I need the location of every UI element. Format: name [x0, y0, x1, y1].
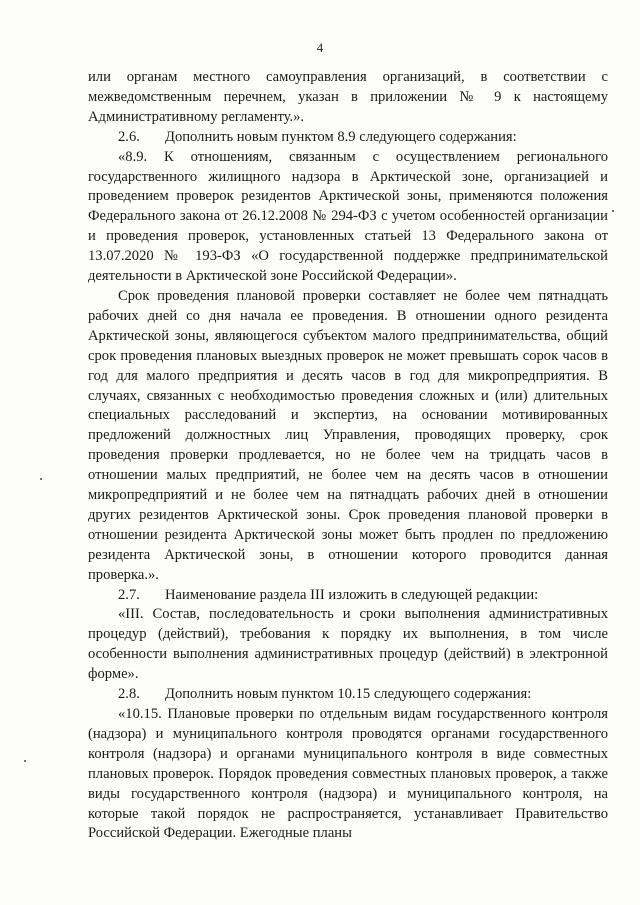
scan-speck	[24, 760, 26, 762]
paragraph-section-iii-title: «III. Состав, последовательность и сроки выполнения административных процедур (действий), требования к порядку их выполнения, в том числе особенности выполнения административных процедур (действий) в электронной форме».	[88, 606, 608, 683]
paragraph-inspection-term: Срок проведения плановой проверки составляет не более чем пятнадцать рабочих дней со дня начала ее проведения. В отношении одного резидента Арктической зоны, являющегося субъектом малого предпринимательства, общий срок проведения плановых выездных проверок не может превышать сорок часов в год для малого предприятия и десять часов в год для микропредприятия. В случаях, связанных с необходимостью проведения сложных и (или) длительных специальных расследований и экспертиз, на основании мотивированных предложений должностных лиц Управления, проводящих проверку, срок проведения проверки продлевается, но не более чем на тридцать часов в отношении малых предприятий, не более чем на десять часов в отношении микропредприятий и не более чем на пятнадцать рабочих дней в отношении других резидентов Арктической зоны. Срок проведения плановой проверки в отношении резидента Арктической зоны может быть продлен по предложению резидента Арктической зоны, в отношении которого проводится данная проверка.».	[88, 287, 608, 583]
page-number: 4	[316, 40, 324, 55]
item-number: 2.6.	[118, 128, 140, 145]
item-text: Наименование раздела III изложить в следующей редакции:	[165, 586, 539, 603]
paragraph-item-2-7	[88, 586, 608, 606]
scan-speck	[40, 478, 42, 480]
item-text: Дополнить новым пунктом 10.15 следующего содержания:	[165, 686, 532, 703]
paragraph-item-2-8	[88, 685, 608, 705]
paragraph-clause-8-9: «8.9. К отношениям, связанным с осуществлением регионального государственного жилищного надзора в Арктической зоне, организацией и проведением проверок резидентов Арктической зоны, применяются положения Федерального закона от 26.12.2008 № 294-ФЗ с учетом особенностей организации и проведения проверок, установленных статьей 13 Федерального закона от 13.07.2020 № 193-ФЗ «О государственной поддержке предпринимательской деятельности в Арктической зоне Российской Федерации».	[88, 148, 608, 285]
paragraph-clause-10-15: «10.15. Плановые проверки по отдельным видам государственного контроля (надзора) и муниципального контроля проводятся органами государственного контроля (надзора) и органами муниципального контроля в виде совместных плановых проверок. Порядок проведения совместных плановых проверок, а также виды государственного контроля (надзора) и муниципального контроля, на которые такой порядок не распространяется, устанавливает Правительство Российской Федерации. Ежегодные планы	[88, 706, 608, 842]
item-number: 2.8.	[118, 686, 140, 703]
paragraph-item-2-6	[88, 128, 608, 148]
item-number: 2.7.	[118, 586, 140, 603]
paragraph-continuation: или органам местного самоуправления организаций, в соответствии с межведомственным перечнем, указан в приложении № 9 к настоящему Административному регламенту.».	[88, 69, 608, 125]
scan-speck	[612, 210, 614, 212]
document-body	[88, 68, 608, 844]
item-text: Дополнить новым пунктом 8.9 следующего содержания:	[165, 128, 517, 145]
